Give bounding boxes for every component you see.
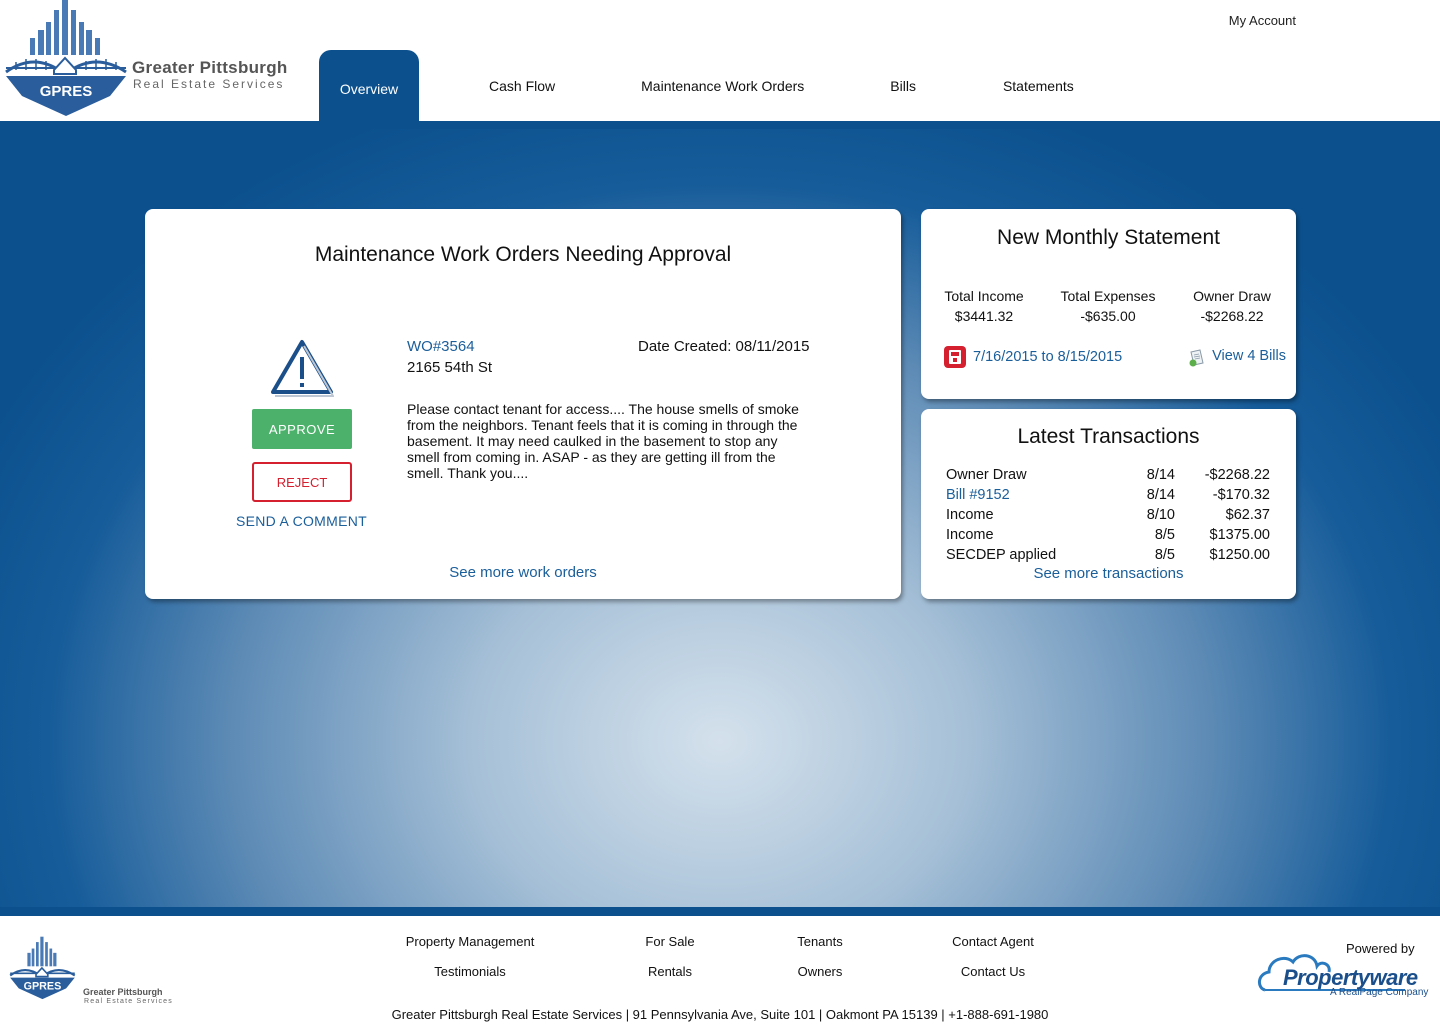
propertyware-name: Propertyware [1283, 965, 1418, 990]
see-more-work-orders-link[interactable]: See more work orders [449, 564, 597, 581]
city-bridge-logo-icon [2, 0, 132, 120]
bills-document-icon [1188, 349, 1206, 367]
footer-link-rentals[interactable]: Rentals [647, 964, 693, 979]
footer-link-property-management[interactable]: Property Management [405, 934, 535, 949]
site-footer [0, 916, 1440, 1024]
tab-maintenance-work-orders[interactable]: Maintenance Work Orders [641, 77, 805, 94]
bill-link[interactable]: Bill #9152 [946, 487, 1010, 503]
transaction-row: Owner Draw 8/14 -$2268.22 [946, 467, 1270, 483]
work-orders-card [145, 209, 901, 599]
main-nav [319, 50, 1074, 121]
footer-brand-name: Greater Pittsburgh [83, 987, 163, 997]
transaction-row: SECDEP applied 8/5 $1250.00 [946, 547, 1270, 563]
pdf-icon [943, 345, 967, 369]
transaction-row: Bill #9152 8/14 -$170.32 [946, 487, 1270, 503]
footer-link-contact-us[interactable]: Contact Us [960, 964, 1026, 979]
footer-address: Greater Pittsburgh Real Estate Services | 91 Pennsylvania Ave, Suite 101 | Oakmont PA 15139 | +1-888-691-1980 [391, 1007, 1049, 1022]
footer-divider [0, 907, 1440, 916]
svg-text:GPRES: GPRES [23, 980, 62, 993]
powered-by-label: Powered by [1346, 941, 1415, 956]
tab-overview[interactable]: Overview [319, 50, 419, 121]
footer-link-contact-agent[interactable]: Contact Agent [952, 934, 1034, 949]
see-more-transactions-link[interactable]: See more transactions [1033, 565, 1184, 582]
brand-name: Greater Pittsburgh [132, 58, 288, 77]
brand-tagline: Real Estate Services [133, 77, 285, 91]
work-order-number-link[interactable]: WO#3564 [407, 338, 475, 355]
footer-link-testimonials[interactable]: Testimonials [434, 964, 506, 979]
tab-statements[interactable]: Statements [1002, 77, 1074, 94]
monthly-statement-card [921, 209, 1296, 399]
work-orders-title: Maintenance Work Orders Needing Approval [314, 243, 732, 266]
propertyware-subtitle: A RealPage Company [1330, 987, 1429, 998]
city-bridge-logo-icon [8, 936, 78, 1002]
warning-icon [270, 339, 334, 397]
statement-total-expenses: Total Expenses -$635.00 [1060, 288, 1156, 324]
footer-link-for-sale[interactable]: For Sale [645, 934, 695, 949]
footer-logo[interactable] [8, 936, 178, 1005]
statement-title: New Monthly Statement [997, 226, 1220, 249]
footer-link-owners[interactable]: Owners [797, 964, 843, 979]
footer-brand-tagline: Real Estate Services [84, 998, 173, 1005]
work-order-description: Please contact tenant for access.... The house smells of smoke from the neighbors. Tenant feels that it is coming in through the basement. It may need caulked in the basement to stop any smell from coming in. ASAP - as they are getting ill from the smell. Thank you.... [407, 401, 799, 481]
svg-text:GPRES: GPRES [39, 83, 93, 100]
header-divider [0, 121, 1440, 129]
latest-transactions-card [921, 409, 1296, 599]
statement-pdf-link[interactable]: 7/16/2015 to 8/15/2015 [943, 345, 1122, 369]
statement-owner-draw: Owner Draw -$2268.22 [1193, 288, 1271, 324]
footer-link-tenants[interactable]: Tenants [797, 934, 843, 949]
view-bills-link[interactable]: View 4 Bills [1188, 345, 1286, 367]
work-order-date: Date Created: 08/11/2015 [638, 338, 810, 355]
my-account-link[interactable]: My Account [1228, 13, 1296, 28]
approve-button[interactable]: APPROVE [252, 409, 352, 449]
site-header [0, 0, 1440, 121]
transactions-title: Latest Transactions [1017, 425, 1200, 448]
send-comment-link[interactable]: SEND A COMMENT [236, 513, 367, 529]
tab-bills[interactable]: Bills [890, 77, 916, 94]
statement-total-income: Total Income $3441.32 [944, 288, 1024, 324]
reject-button[interactable]: REJECT [252, 462, 352, 502]
transaction-row: Income 8/10 $62.37 [946, 507, 1270, 523]
transaction-row: Income 8/5 $1375.00 [946, 527, 1270, 543]
gpres-logo[interactable] [2, 0, 312, 120]
work-order-address: 2165 54th St [407, 359, 493, 376]
tab-cash-flow[interactable]: Cash Flow [489, 77, 556, 94]
transactions-list [946, 465, 1270, 565]
